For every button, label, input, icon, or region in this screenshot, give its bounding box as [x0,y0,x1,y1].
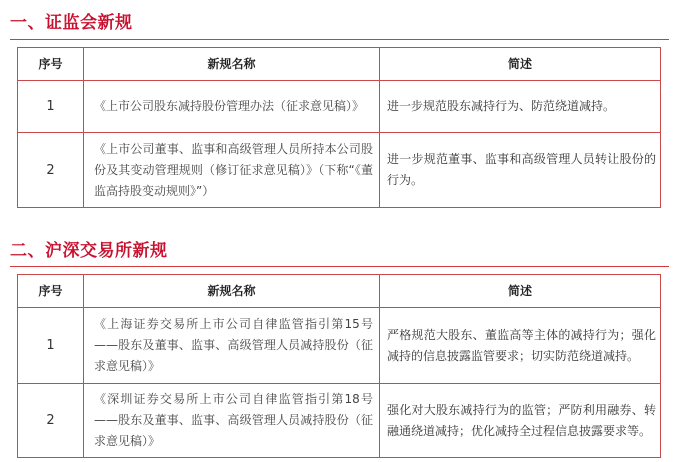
section-divider [10,266,669,267]
rule-name: 《上海证券交易所上市公司自律监管指引第15号——股东及董事、监事、高级管理人员减持股份（征求意见稿）》 [84,308,380,384]
header-name: 新规名称 [84,48,380,81]
rule-desc: 进一步规范董事、监事和高级管理人员转让股份的行为。 [380,133,661,208]
header-name: 新规名称 [84,275,380,308]
row-index: 2 [18,384,84,458]
table-row [18,133,661,208]
rule-desc: 严格规范大股东、董监高等主体的减持行为；强化减持的信息披露监管要求；切实防范绕道减持。 [380,308,661,384]
csrc-rules-table [17,47,661,208]
section-divider [10,39,669,40]
rule-name: 《上市公司股东减持股份管理办法（征求意见稿）》 [84,81,380,133]
exchange-rules-table [17,274,661,458]
header-desc: 简述 [380,275,661,308]
table-header-row [18,275,661,308]
header-index: 序号 [18,275,84,308]
rule-name: 《深圳证券交易所上市公司自律监管指引第18号——股东及董事、监事、高级管理人员减持股份（征求意见稿）》 [84,384,380,458]
table-header-row [18,48,661,81]
header-index: 序号 [18,48,84,81]
table-row [18,81,661,133]
rule-desc: 强化对大股东减持行为的监管；严防利用融券、转融通绕道减持；优化减持全过程信息披露要求等。 [380,384,661,458]
section-title-exchanges: 二、沪深交易所新规 [10,241,168,261]
table-row [18,308,661,384]
rule-name: 《上市公司董事、监事和高级管理人员所持本公司股份及其变动管理规则（修订征求意见稿）》（下称“《董监高持股变动规则》”） [84,133,380,208]
table-row [18,384,661,458]
row-index: 2 [18,133,84,208]
rule-desc: 进一步规范股东减持行为、防范绕道减持。 [380,81,661,133]
row-index: 1 [18,308,84,384]
section-title-csrc: 一、证监会新规 [10,13,133,33]
row-index: 1 [18,81,84,133]
header-desc: 简述 [380,48,661,81]
